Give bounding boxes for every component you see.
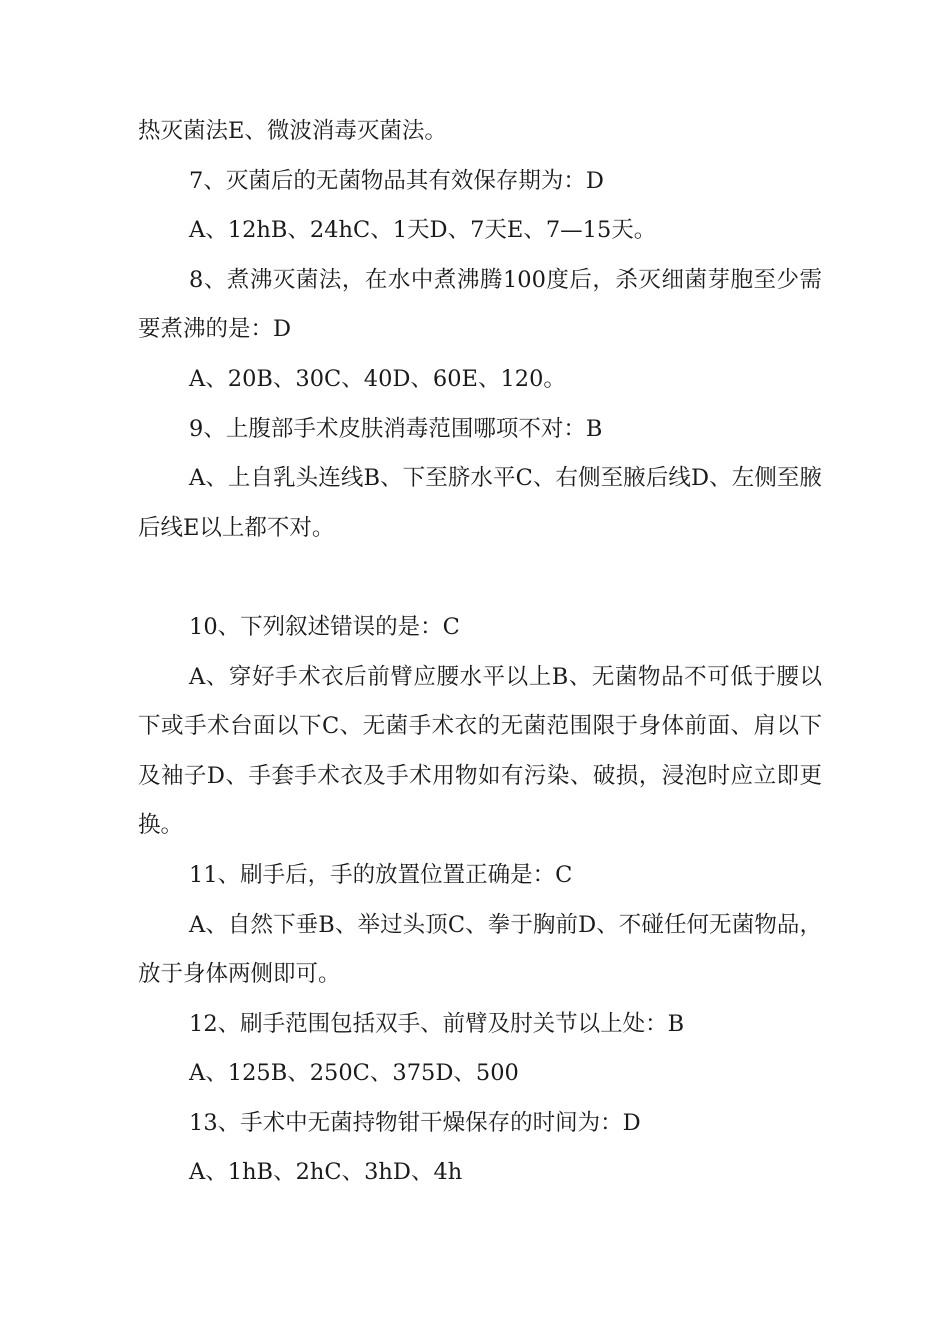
question-13-options: A、1hB、2hC、3hD、4h xyxy=(189,1159,463,1186)
question-12: 12、刷手范围包括双手、前臂及肘关节以上处：B xyxy=(189,1010,685,1037)
question-7: 7、灭菌后的无菌物品其有效保存期为：D xyxy=(189,167,604,194)
question-13: 13、手术中无菌持物钳干燥保存的时间为：D xyxy=(189,1109,641,1136)
question-12-options: A、125B、250C、375D、500 xyxy=(189,1060,519,1087)
question-11: 11、刷手后，手的放置位置正确是：C xyxy=(189,861,573,888)
question-9-options: A、上自乳头连线B、下至脐水平C、右侧至腋后线D、左侧至腋后线E以上都不对。 xyxy=(138,465,822,541)
blank-line xyxy=(138,553,822,603)
question-10-options: A、穿好手术衣后前臂应腰水平以上B、无菌物品不可低于腰以下或手术台面以下C、无菌手术衣的无菌范围限于身体前面、肩以下及袖子D、手套手术衣及手术用物如有污染、破损，浸泡时应立即更换。 xyxy=(138,663,822,839)
question-11-options: A、自然下垂B、举过头顶C、拳于胸前D、不碰任何无菌物品，放于身体两侧即可。 xyxy=(138,911,822,988)
question-9: 9、上腹部手术皮肤消毒范围哪项不对：B xyxy=(189,415,603,442)
question-8-options: A、20B、30C、40D、60E、120。 xyxy=(189,365,566,392)
question-8: 8、煮沸灭菌法，在水中煮沸腾100度后，杀灭细菌芽胞至少需要煮沸的是：D xyxy=(138,266,822,343)
document-body xyxy=(138,107,822,1198)
question-10: 10、下列叙述错误的是：C xyxy=(189,613,460,640)
question-7-options: A、12hB、24hC、1天D、7天E、7—15天。 xyxy=(189,217,657,244)
paragraph-continuation: 热灭菌法E、微波消毒灭菌法。 xyxy=(138,118,447,144)
